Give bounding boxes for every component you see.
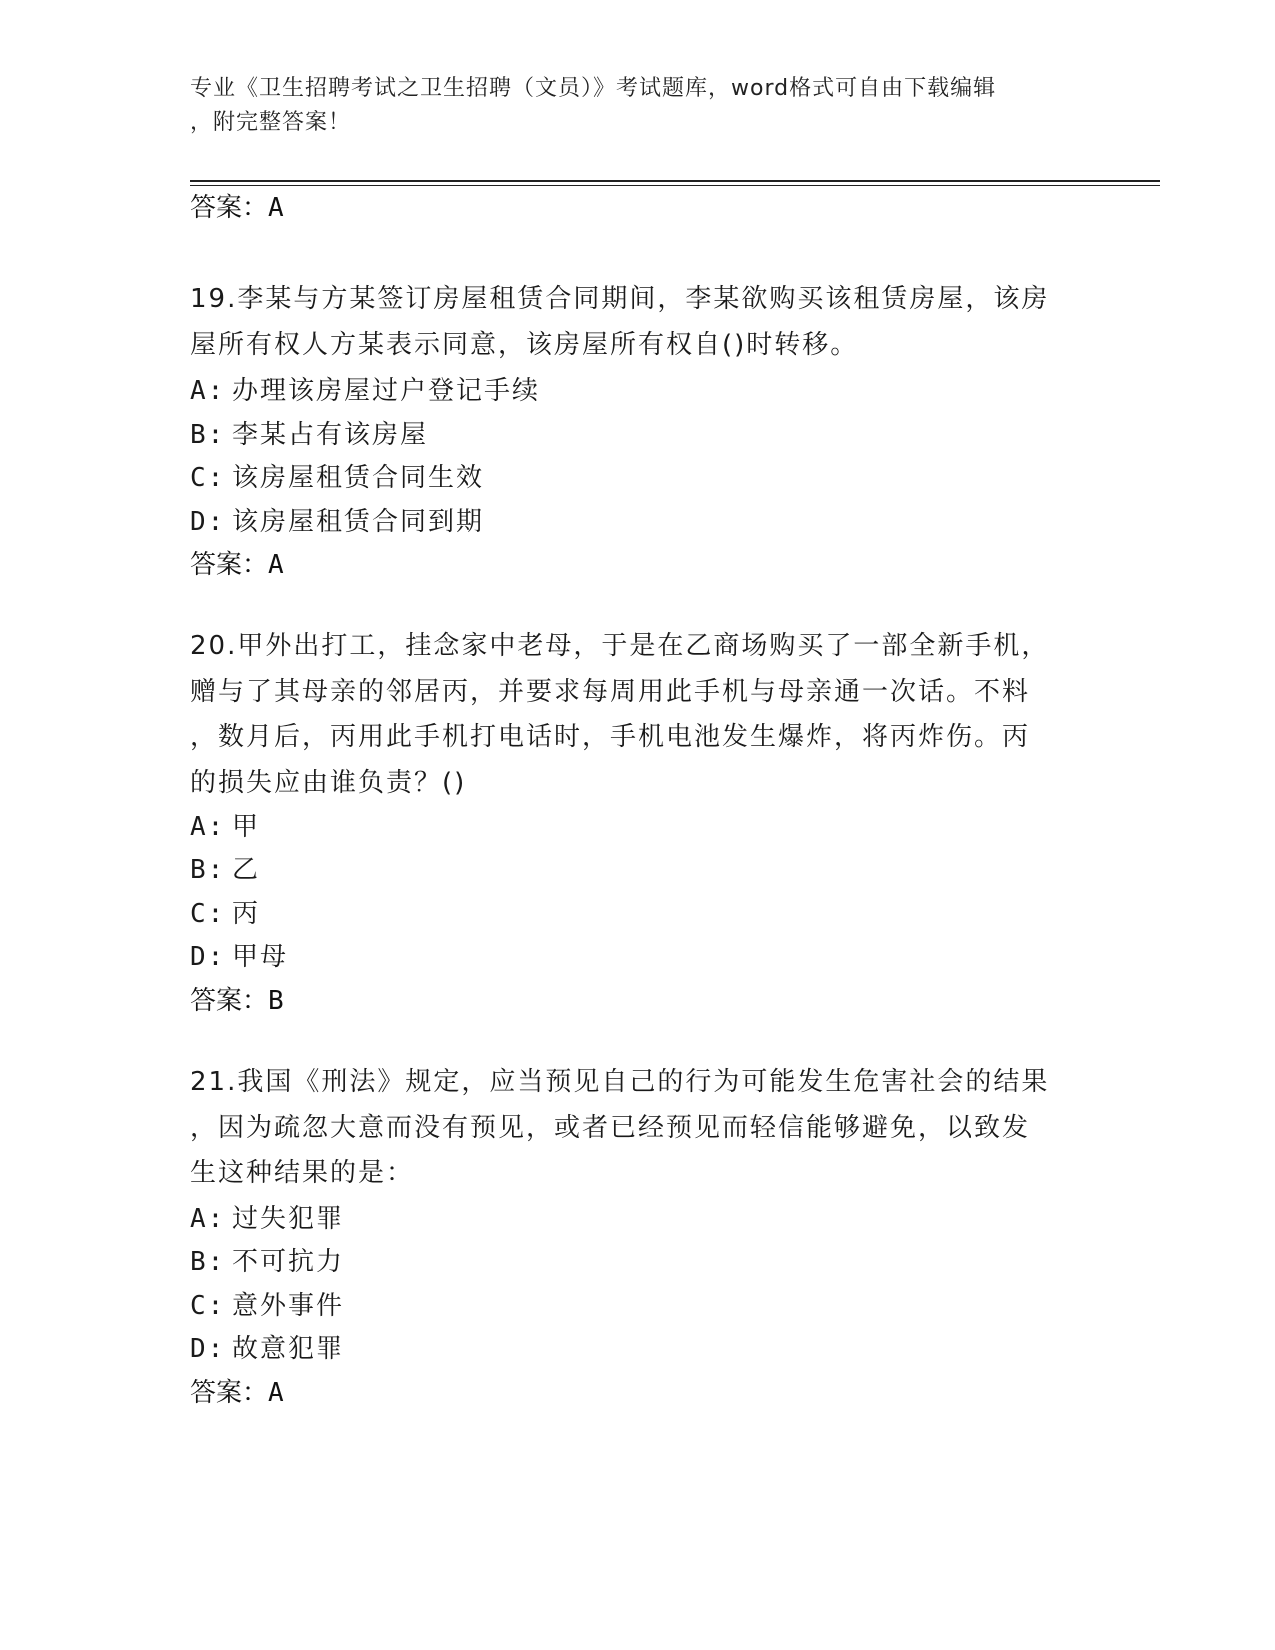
- header-line-2: ，附完整答案！: [190, 110, 352, 135]
- header-line-1: 专业《卫生招聘考试之卫生招聘（文员）》考试题库，word格式可自由下载编辑: [190, 76, 997, 101]
- option-letter: B:: [190, 1247, 226, 1277]
- option-letter: B:: [190, 855, 226, 885]
- answer-value: A: [268, 1378, 284, 1408]
- option-b: [190, 853, 260, 887]
- option-c: [190, 1289, 344, 1323]
- option-text: 甲: [232, 812, 261, 842]
- option-text: 过失犯罪: [232, 1204, 345, 1234]
- question-21-stem: [190, 1060, 1090, 1197]
- question-line: 生这种结果的是：: [190, 1158, 415, 1188]
- option-letter: D:: [190, 507, 226, 537]
- option-letter: A:: [190, 812, 226, 842]
- option-letter: B:: [190, 420, 226, 450]
- answer-label: 答案：: [190, 1378, 269, 1408]
- header-divider-thin: [190, 185, 1160, 186]
- option-text: 意外事件: [232, 1291, 345, 1321]
- option-text: 甲母: [232, 942, 289, 972]
- answer-line-20: [190, 984, 284, 1018]
- question-line: ，数月后，丙用此手机打电话时，手机电池发生爆炸，将丙炸伤。丙: [190, 722, 1031, 752]
- option-letter: C:: [190, 463, 226, 493]
- option-d: [190, 505, 484, 539]
- document-header: [190, 72, 1070, 140]
- question-line: 的损失应由谁负责？(): [190, 767, 467, 798]
- answer-label: 答案：: [190, 550, 269, 580]
- question-line: ，因为疏忽大意而没有预见，或者已经预见而轻信能够避免，以致发: [190, 1112, 1031, 1143]
- question-line: 19.李某与方某签订房屋租赁合同期间，李某欲购买该租赁房屋，该房: [190, 284, 1050, 314]
- answer-label: 答案：: [190, 986, 269, 1016]
- option-text: 不可抗力: [232, 1247, 345, 1277]
- option-a: [190, 1202, 344, 1236]
- option-text: 乙: [232, 855, 261, 885]
- answer-line-21: [190, 1376, 284, 1410]
- header-divider-thick: [190, 180, 1160, 182]
- option-b: [190, 1245, 344, 1279]
- option-text: 故意犯罪: [232, 1334, 345, 1364]
- option-letter: D:: [190, 1334, 226, 1364]
- option-text: 李某占有该房屋: [232, 420, 429, 450]
- question-line: 21.我国《刑法》规定，应当预见自己的行为可能发生危害社会的结果: [190, 1067, 1050, 1097]
- option-letter: C:: [190, 1291, 226, 1321]
- question-line: 20.甲外出打工，挂念家中老母，于是在乙商场购买了一部全新手机，: [190, 631, 1050, 661]
- answer-line-prev: [190, 191, 284, 225]
- answer-value: B: [268, 986, 284, 1016]
- option-b: [190, 418, 428, 452]
- option-d: [190, 1332, 344, 1366]
- answer-label: 答案：: [190, 193, 269, 223]
- option-letter: C:: [190, 899, 226, 929]
- option-c: [190, 897, 260, 931]
- option-letter: D:: [190, 942, 226, 972]
- option-letter: A:: [190, 1204, 226, 1234]
- option-letter: A:: [190, 376, 226, 406]
- question-20-stem: [190, 624, 1090, 806]
- option-c: [190, 461, 484, 495]
- option-d: [190, 940, 288, 974]
- option-text: 该房屋租赁合同到期: [232, 507, 485, 537]
- option-text: 丙: [232, 899, 261, 929]
- question-line: 屋所有权人方某表示同意，该房屋所有权自()时转移。: [190, 329, 859, 360]
- option-text: 办理该房屋过户登记手续: [232, 376, 541, 406]
- question-19-stem: [190, 277, 1090, 368]
- option-text: 该房屋租赁合同生效: [232, 463, 485, 493]
- option-a: [190, 810, 260, 844]
- question-line: 赠与了其母亲的邻居丙，并要求每周用此手机与母亲通一次话。不料: [190, 676, 1031, 707]
- answer-value: A: [268, 193, 284, 223]
- answer-line-19: [190, 548, 284, 582]
- answer-value: A: [268, 550, 284, 580]
- option-a: [190, 374, 540, 408]
